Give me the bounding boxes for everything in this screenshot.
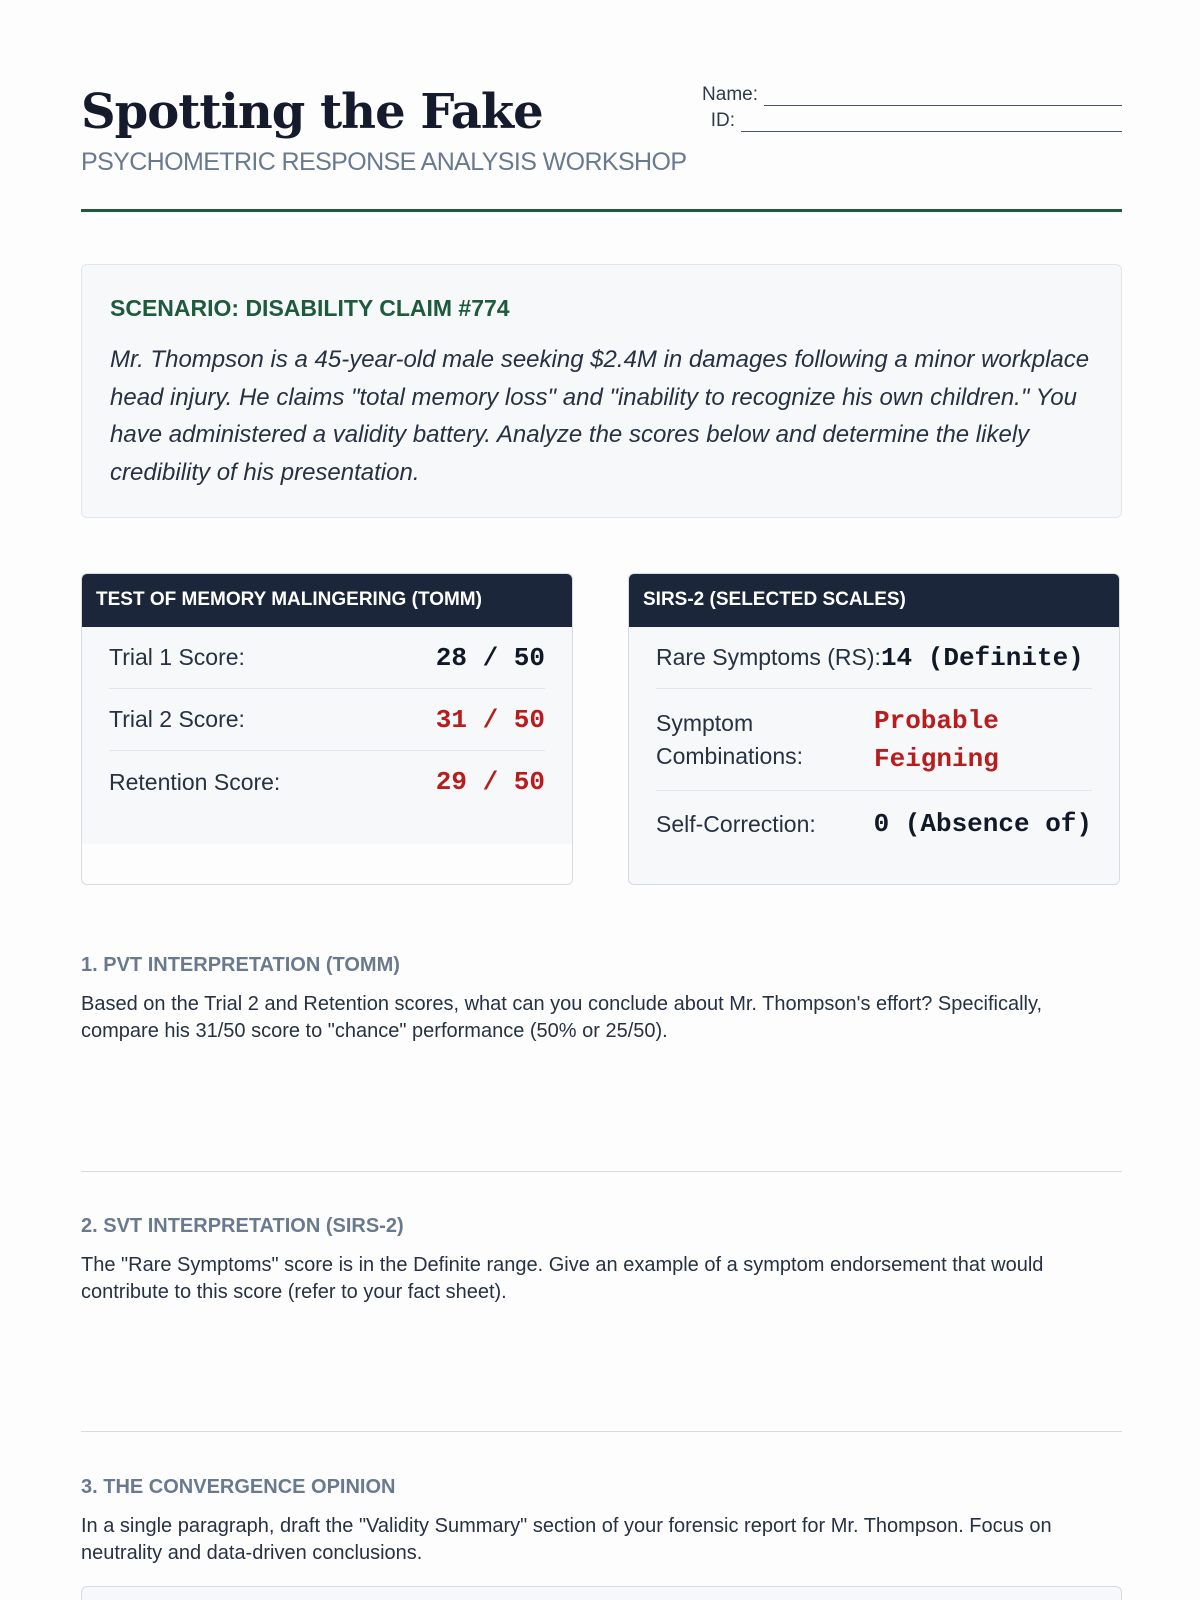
tomm-card-heading: TEST OF MEMORY MALINGERING (TOMM): [82, 574, 572, 627]
answer-box[interactable]: [81, 1586, 1122, 1600]
name-field[interactable]: [764, 86, 1122, 106]
sirs-card-heading: SIRS-2 (SELECTED SCALES): [629, 574, 1119, 627]
id-field[interactable]: [741, 112, 1122, 132]
question-2: [81, 1215, 1122, 1306]
id-field-row: [711, 110, 1122, 132]
scale-label: Rare Symptoms (RS):: [656, 644, 881, 670]
name-label: Name:: [702, 84, 758, 105]
question-prompt: Based on the Trial 2 and Retention scores, what can you conclude about Mr. Thompson's effort? Specifically, compare his 31/50 score to "chance" performance (50% or 25/50).: [81, 993, 1043, 1042]
answer-line[interactable]: [81, 1171, 1122, 1172]
page-subtitle: PSYCHOMETRIC RESPONSE ANALYSIS WORKSHOP: [81, 148, 687, 176]
sirs-row-rare-symptoms: [656, 627, 1092, 689]
tomm-score-card: [81, 573, 573, 885]
name-field-row: [702, 84, 1122, 106]
scenario-description: Mr. Thompson is a 45-year-old male seeking $2.4M in damages following a minor workplace head injury. He claims "total memory loss" and "inability to recognize his own children." You have administered a validity battery. Analyze the scores below and determine the likely credibility of his presentation.: [110, 346, 1090, 486]
score-label: Trial 2 Score:: [109, 706, 245, 732]
sirs-row-self-correction: [656, 791, 1092, 857]
answer-line[interactable]: [81, 1431, 1122, 1432]
scale-value: 0 (Absence of): [873, 809, 1092, 839]
sirs-score-card: [628, 573, 1120, 885]
scale-label: Symptom Combinations:: [656, 709, 804, 769]
score-value: 31 / 50: [435, 704, 545, 735]
scale-value: 14 (Definite): [880, 642, 1084, 673]
question-prompt: The "Rare Symptoms" score is in the Definite range. Give an example of a symptom endorsement that would contribute to this score (refer to your fact sheet).: [81, 1254, 1044, 1303]
score-value: 28 / 50: [435, 642, 545, 673]
scale-label: Self-Correction:: [656, 810, 816, 837]
question-title: 2. SVT INTERPRETATION (SIRS-2): [81, 1215, 404, 1237]
sirs-row-symptom-combinations: [656, 689, 1092, 791]
tomm-row-trial2: [109, 689, 545, 751]
scenario-box: [81, 264, 1122, 518]
question-3: [81, 1476, 1122, 1567]
scale-value: Probable Feigning: [874, 705, 999, 774]
score-value: 29 / 50: [435, 767, 545, 797]
question-prompt: In a single paragraph, draft the "Validity Summary" section of your forensic report for Mr. Thompson. Focus on neutrality and data-driven conclusions.: [81, 1515, 1052, 1564]
worksheet-header: [81, 84, 1122, 212]
scenario-title: SCENARIO: DISABILITY CLAIM #774: [110, 295, 510, 321]
tomm-row-retention: [109, 751, 545, 813]
score-label: Retention Score:: [109, 768, 281, 795]
score-label: Trial 1 Score:: [109, 644, 245, 670]
question-title: 1. PVT INTERPRETATION (TOMM): [81, 954, 400, 976]
tomm-card-body: [82, 627, 572, 844]
id-label: ID:: [710, 110, 735, 131]
page-title: Spotting the Fake: [81, 84, 543, 140]
sirs-card-body: [629, 627, 1119, 857]
tomm-row-trial1: [109, 627, 545, 689]
question-title: 3. THE CONVERGENCE OPINION: [81, 1476, 396, 1498]
question-1: [81, 954, 1122, 1045]
